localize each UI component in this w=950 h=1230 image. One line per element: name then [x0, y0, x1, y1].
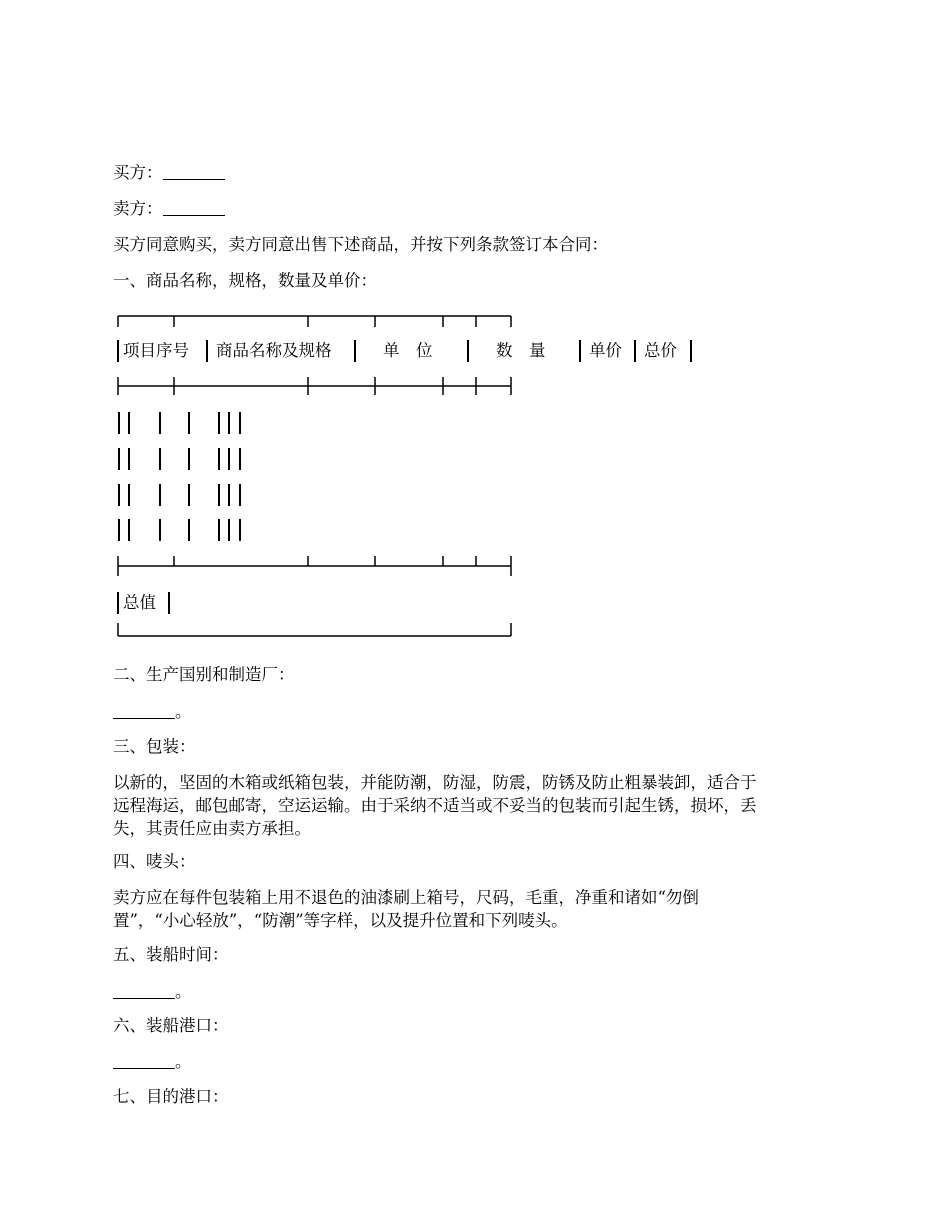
header-total-price: 总价	[644, 341, 677, 360]
total-label: 总值	[123, 593, 156, 612]
section-6-blank-line	[113, 1052, 192, 1072]
seller-line	[113, 199, 225, 219]
section-6-title: 六、装船港口：	[113, 1016, 229, 1035]
packing-line: 以新的，坚固的木箱或纸箱包装，并能防潮，防湿，防震，防锈及防止粗暴装卸，适合于	[113, 773, 757, 792]
packing-line: 失，其责任应由卖方承担。	[113, 819, 311, 838]
origin-blank	[113, 717, 175, 719]
header-unit: 单 位	[383, 341, 433, 360]
buyer-blank	[163, 178, 225, 180]
table-header-separator	[113, 376, 513, 396]
section-7-title: 七、目的港口：	[113, 1087, 229, 1106]
intro-text: 买方同意购买，卖方同意出售下述商品，并按下列条款签订本合同：	[113, 235, 608, 254]
loading-port-blank	[113, 1067, 175, 1069]
packing-line: 远程海运，邮包邮寄，空运运输。由于采纳不适当或不妥当的包装而引起生锈，损坏，丢	[113, 796, 757, 815]
header-unit-price: 单价	[589, 341, 622, 360]
seller-label: 卖方：	[113, 199, 163, 218]
header-name-spec: 商品名称及规格	[216, 341, 332, 360]
table-top-border	[113, 314, 513, 328]
section-2-title: 二、生产国别和制造厂：	[113, 665, 295, 684]
blank-suffix: 。	[175, 982, 192, 1001]
packing-paragraph	[113, 771, 843, 840]
table-closing-border	[113, 622, 513, 638]
table-bottom-separator	[113, 555, 513, 579]
header-quantity: 数 量	[496, 341, 546, 360]
marks-paragraph	[113, 886, 843, 932]
section-2-blank-line	[113, 702, 192, 722]
header-item-no: 项目序号	[123, 341, 189, 360]
section-5-title: 五、装船时间：	[113, 945, 229, 964]
shipment-time-blank	[113, 997, 175, 999]
buyer-label: 买方：	[113, 163, 163, 182]
marks-line: 卖方应在每件包装箱上用不退色的油漆刷上箱号，尺码，毛重，净重和诸如“勿倒	[113, 888, 699, 907]
section-4-title: 四、唛头：	[113, 852, 196, 871]
section-3-title: 三、包装：	[113, 737, 196, 756]
blank-suffix: 。	[175, 1052, 192, 1071]
table-header-row	[113, 339, 713, 363]
section-1-title: 一、商品名称，规格，数量及单价：	[113, 271, 377, 290]
seller-blank	[163, 214, 225, 216]
table-total-row	[113, 591, 233, 615]
buyer-line	[113, 163, 225, 183]
blank-suffix: 。	[175, 702, 192, 721]
section-5-blank-line	[113, 982, 192, 1002]
marks-line: 置”，“小心轻放”，“防潮”等字样，以及提升位置和下列唛头。	[113, 911, 568, 930]
